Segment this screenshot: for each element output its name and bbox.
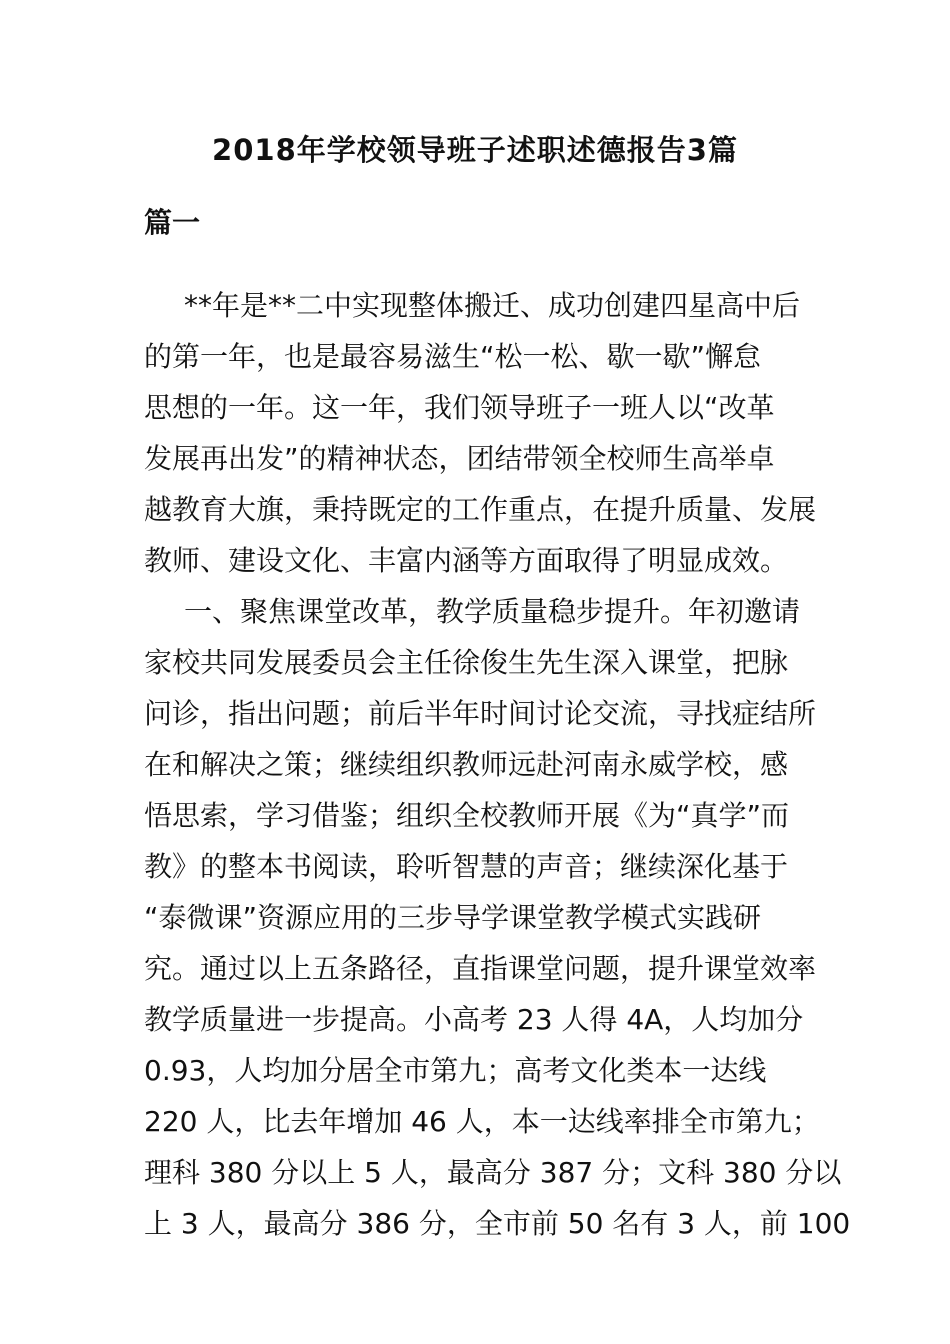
paragraph-line: 上 3 人，最高分 386 分，全市前 50 名有 3 人，前 100 bbox=[144, 1207, 851, 1240]
paragraph-line: 思想的一年。这一年，我们领导班子一班人以“改革 bbox=[144, 391, 775, 424]
body-text bbox=[144, 280, 851, 1249]
paragraph-line: 越教育大旗，秉持既定的工作重点，在提升质量、发展 bbox=[144, 493, 817, 526]
paragraph-line: 在和解决之策；继续组织教师远赴河南永威学校，感 bbox=[144, 748, 789, 781]
section-heading: 篇一 bbox=[144, 206, 201, 239]
paragraph-line: 问诊，指出问题；前后半年时间讨论交流，寻找症结所 bbox=[144, 697, 817, 730]
paragraph-line: 发展再出发”的精神状态，团结带领全校师生高举卓 bbox=[144, 442, 775, 475]
paragraph-line: 理科 380 分以上 5 人，最高分 387 分；文科 380 分以 bbox=[144, 1156, 842, 1189]
paragraph-line: **年是**二中实现整体搬迁、成功创建四星高中后 bbox=[184, 289, 801, 322]
paragraph-line: 教》的整本书阅读，聆听智慧的声音；继续深化基于 bbox=[144, 850, 789, 883]
paragraph-line: 教学质量进一步提高。小高考 23 人得 4A，人均加分 bbox=[144, 1003, 804, 1036]
document-title: 2018年学校领导班子述职述德报告3篇 bbox=[212, 133, 738, 167]
paragraph-line: 教师、建设文化、丰富内涵等方面取得了明显成效。 bbox=[144, 544, 789, 577]
paragraph-line: 220 人，比去年增加 46 人，本一达线率排全市第九； bbox=[144, 1105, 820, 1138]
paragraph-line: 的第一年，也是最容易滋生“松一松、歇一歇”懈怠 bbox=[144, 340, 762, 373]
paragraph-line: 悟思索，学习借鉴；组织全校教师开展《为“真学”而 bbox=[144, 799, 790, 832]
paragraph-line: “泰微课”资源应用的三步导学课堂教学模式实践研 bbox=[144, 901, 762, 934]
paragraph-line: 一、聚焦课堂改革，教学质量稳步提升。年初邀请 bbox=[184, 595, 801, 628]
paragraph-line: 0.93，人均加分居全市第九；高考文化类本一达线 bbox=[144, 1054, 767, 1087]
paragraph-line: 家校共同发展委员会主任徐俊生先生深入课堂，把脉 bbox=[144, 646, 789, 679]
paragraph-line: 究。通过以上五条路径，直指课堂问题，提升课堂效率 bbox=[144, 952, 817, 985]
